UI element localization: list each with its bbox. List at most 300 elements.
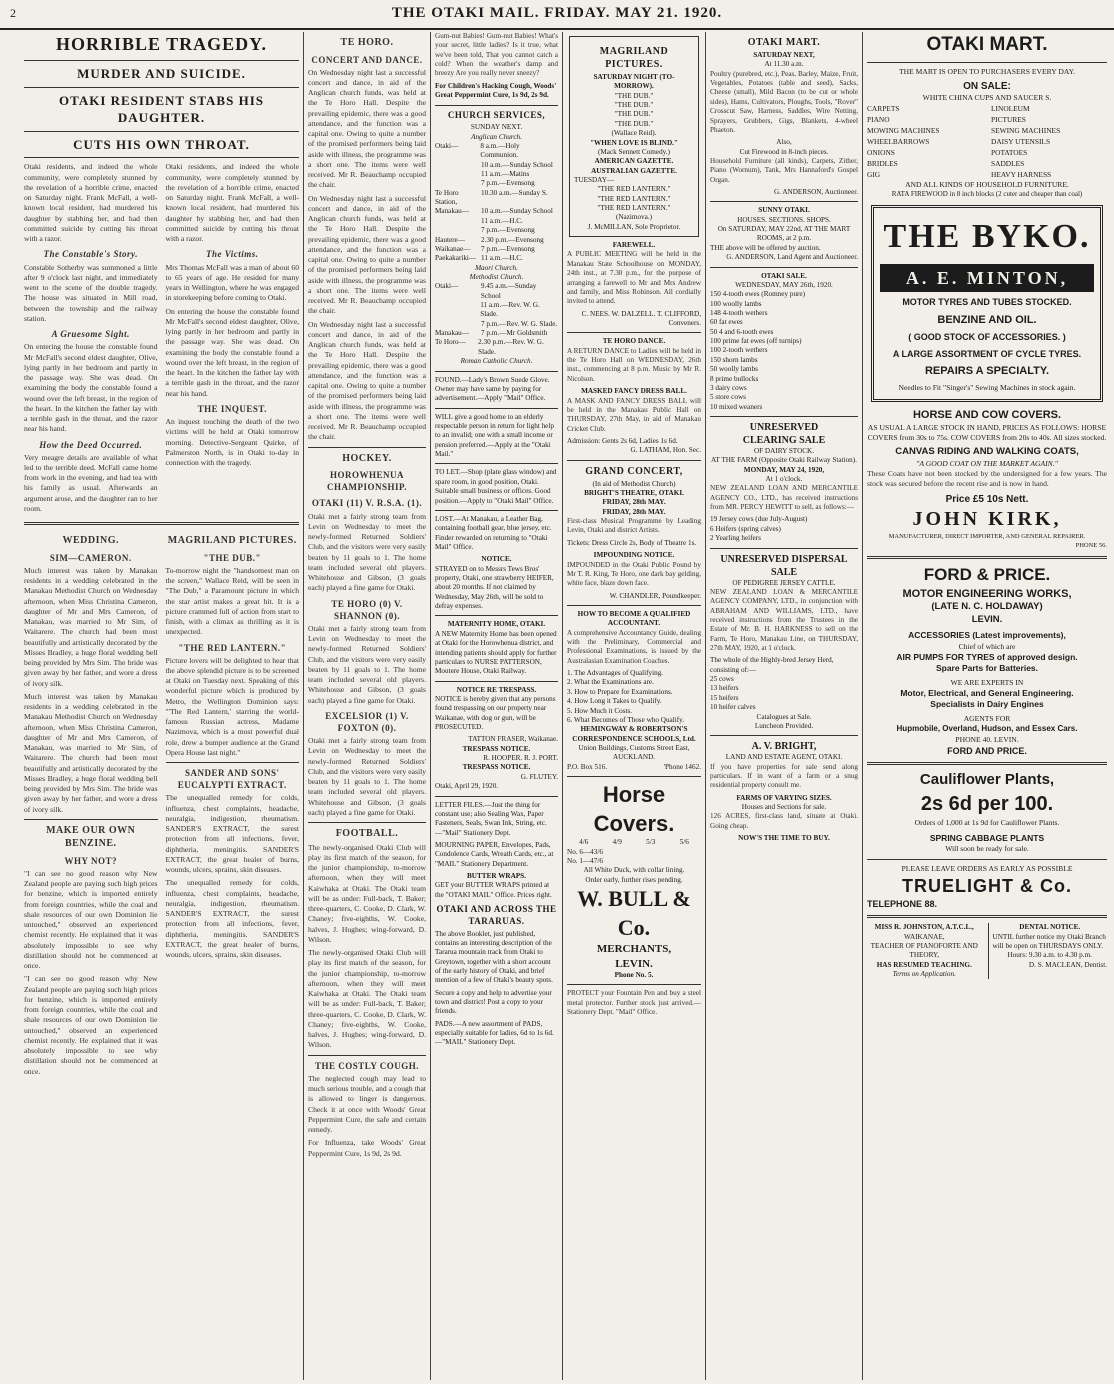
sennett: (Mack Sennett Comedy.) xyxy=(598,147,670,156)
service-time: 2.30 p.m.—Evensong xyxy=(481,235,544,244)
column-display-ads xyxy=(867,32,1107,1380)
football-text: The newly-organised Otaki Club will play its first match of the season, for the junior championship, to-morrow afternoon, when they will meet Kaiwhaka at Otaki. The Otaki team will be as under: Full-back, T. Baker; three-quarters, C. Cooke, D. Clark, W. Chaney; five-eighths, W. Cooke, halves, J. Hughes; wing-forward, D. Wilson. xyxy=(308,948,426,1050)
needles: Needles to Fit "Singer's" Sewing Machines in stock again. xyxy=(898,382,1076,392)
unreserved: UNRESERVED xyxy=(749,421,819,433)
goods-item: ONIONS xyxy=(867,147,895,157)
cover-no: No. 1—47/6 xyxy=(567,856,603,865)
dub-line: "THE DUB." xyxy=(614,101,654,110)
goods-item: GIG xyxy=(867,169,881,179)
dispersal: UNRESERVED DISPERSAL SALE xyxy=(720,553,848,578)
service-place: Te Horo— xyxy=(435,338,466,347)
butter-text: GET your BUTTER WRAPS printed at the "OTAKI MAIL" Office. Prices right. xyxy=(435,881,552,899)
concert-text: On Wednesday night last a successful concert and dance, in aid of the Anglican church funds, was held at the Te Horo Hall. Despite the prevailing epidemic, there was a good attendance, and the function was a capital one. Owing to quite a number of the promised performers being laid aside with illness, the programme was a short one. The items were well received. Mr R. Beauchamp occupied the chair. xyxy=(308,193,426,316)
service-list xyxy=(435,142,558,264)
football-text: The newly-organised Otaki Club will play its first match of the season, for the junior championship, to-morrow afternoon, when they will meet Kaiwhaka at Otaki. The Otaki team will be as under: Full-back, T. Baker; three-quarters, C. Cooke, D. Clark, W. Chaney; five-eighths, W. Cooke, halves, J. Hughes; wing-forward, D. Wilson. xyxy=(308,842,426,944)
stock-item: 5 store cows xyxy=(710,393,746,402)
trespass3-title: TRESPASS NOTICE. xyxy=(462,763,531,772)
service-row xyxy=(435,170,558,179)
farewell-title: FAREWELL. xyxy=(612,241,656,250)
heifers: 6 Heifers (spring calves) xyxy=(710,524,781,533)
ready: Will soon be ready for sale. xyxy=(945,844,1029,854)
service-row xyxy=(435,301,558,320)
service-row xyxy=(435,142,558,161)
letter-files: LETTER FILES.—Just the thing for constant use; also Sealing Wax, Paper Fasteners, Seals, Swan Ink, String, etc.—"Mail" Stationery Dept. xyxy=(435,800,547,837)
houses: HOUSES. SECTIONS. SHOPS. xyxy=(737,215,831,224)
sunny-otaki: SUNNY OTAKI. xyxy=(758,206,810,215)
benzine-text: "I can see no good reason why New Zealand people are paying such high prices for benzine, which is imported entirely from foreign countries, while the coal and shale resources of our own Dominion lie untouched," observed an experienced chemist recently. He explained that it was absolutely impossible to see why distillation should not be commenced at once. xyxy=(24,974,158,1076)
otaki-sale: OTAKI SALE. xyxy=(761,271,807,280)
poultry: Poultry (purebred, etc.), Peas, Barley, Maize, Fruit, Vegetables, Potatoes (table and seed), Sacks, Cheese (small), Mild Bacon (to be cut or whole sides), Hams, Cultivators, Ploughs, Tools, "Rover" Crosscut Saw, Harness, Saddles, Wire Netting, Sprayers, Grubbers, Gigs, Blankets, 4-wheel Phaeton. xyxy=(710,69,858,134)
benzine-title: MAKE OUR OWN BENZINE. xyxy=(46,824,136,850)
service-time: 10 a.m.—Sunday School xyxy=(481,160,553,169)
trespass-text: NOTICE is hereby given that any persons found trespassing on our property near Waikanae, with dog or gun, will be PROSECUTED. xyxy=(435,694,556,732)
on-sale: ON SALE: xyxy=(963,80,1011,92)
stock-item: 50 woolly lambs xyxy=(710,365,758,374)
mart-open: THE MART IS OPEN TO PURCHASERS EVERY DAY. xyxy=(898,66,1076,76)
pads: PADS.—A new assortment of PADS, especially suitable for ladies, 6d to 1s 6d.—"MAIL" Stationery Dept. xyxy=(435,1019,554,1047)
admission: Admission: Gents 2s 6d, Ladies 1s 6d. xyxy=(567,436,678,445)
acres: 126 ACRES, first-class land, situate at Otaki. Going cheap. xyxy=(710,812,858,830)
football-title: FOOTBALL. xyxy=(335,828,399,840)
stock-item: 150 4-tooth ewes (Romney pure) xyxy=(710,290,806,299)
maternity: A NEW Maternity Home has been opened at Otaki for the Horowhenua district, and intending patients should apply for further particulars to NURSE PATTERSON, Moutere House, Otaki Railway. xyxy=(435,629,557,676)
catalogues: Catalogues at Sale. xyxy=(756,712,812,721)
chief: Chief of which are xyxy=(958,641,1016,651)
goods-item: MOWING MACHINES xyxy=(867,125,940,135)
service-time: 7 p.m.—Rev. W. G. Slade. xyxy=(481,319,558,328)
cauli-price: 2s 6d per 100. xyxy=(920,792,1054,815)
stock-item: 8 prime bullocks xyxy=(710,374,759,383)
hockey-text: Otaki met a fairly strong team from Levin on Wednesday to meet the newly-formed Returned Soldiers' Club, and the visitors were very easily beaten by 11 goals to 1. The home team included several old players. Whitehouse and Gibson, (3 goals each) played a fine game for Otaki. xyxy=(308,623,426,705)
ford-price: FORD & PRICE. xyxy=(923,564,1051,584)
service-place: Manakau— xyxy=(435,207,469,216)
stock-item: 100 prime fat ewes (off turnips) xyxy=(710,337,802,346)
union: Union Buildings, Customs Street East, AUCKLAND. xyxy=(578,744,690,762)
service-row xyxy=(435,320,558,329)
lantern-line: "THE RED LANTERN." xyxy=(597,204,671,213)
house-sale: Houses and Sections for sale. xyxy=(741,803,827,812)
byko-ad xyxy=(871,205,1103,402)
stock-item: 3 dairy cows xyxy=(710,383,747,392)
excelsior: EXCELSIOR (1) V. FOXTON (0). xyxy=(325,710,409,733)
at-1: At 1 o'clock. xyxy=(765,475,803,484)
hockey-title: HOCKEY. xyxy=(342,452,392,464)
accessories: ACCESSORIES (Latest improvements), xyxy=(908,630,1066,641)
trespass2-sign: R. HOOPER. R. J. PORT. xyxy=(483,754,558,763)
american: AMERICAN GAZETTE. xyxy=(594,157,674,166)
dub-line: "THE DUB." xyxy=(614,110,654,119)
goods-item: WHEELBARROWS xyxy=(867,136,930,146)
ball-text: A MASK AND FANCY DRESS BALL will be held in the Manakau Public Hall on THURSDAY, 27th May, in aid of Manakau Cricket Club. xyxy=(567,396,701,433)
service-time: 7 p.m.—Evensong xyxy=(481,226,535,235)
headline: HORRIBLE TRAGEDY. xyxy=(55,34,268,54)
levin: LEVIN. xyxy=(971,614,1003,626)
farms: FARMS OF VARYING SIZES. xyxy=(736,793,832,802)
truelight: TRUELIGHT & Co. xyxy=(902,875,1072,896)
trespass3-sign: G. FLUTEY. xyxy=(520,772,558,781)
wallace: (Wallace Reid). xyxy=(611,129,657,138)
otaki-rsa: OTAKI (11) V. R.S.A. (1). xyxy=(311,498,423,509)
phone40: PHONE 40. LEVIN. xyxy=(955,735,1019,744)
concert-text: First-class Musical Programme by Leading Levin, Otaki and district Artists. xyxy=(567,517,701,535)
dub-line: "THE DUB." xyxy=(614,119,654,128)
repairs: REPAIRS A SPECIALTY. xyxy=(924,364,1050,377)
strayed-ad: STRAYED on to Messrs Tews Bros' property, Otaki, one strawberry HEIFER, about 20 months. If not claimed by Wednesday, May 26th, will be sold to defray expenses. xyxy=(435,564,554,611)
cars: Hupmobile, Overland, Hudson, and Essex Cars. xyxy=(896,724,1078,734)
merchants: MERCHANTS, xyxy=(596,943,672,956)
list-item: 4. How Long it Takes to Qualify. xyxy=(567,697,662,706)
canvas: CANVAS RIDING AND WALKING COATS, xyxy=(895,446,1079,458)
protect-ad: PROTECT your Fountain Pen and buy a steel metal protector. Further stock just arrived.—Stationery Dept. "Mail" Office. xyxy=(567,989,701,1016)
service-place: Otaki— xyxy=(435,141,459,150)
found-ad: FOUND.—Lady's Brown Suede Glove. Owner may have same by paying for advertisement.—Apply "Mail" Office. xyxy=(435,375,550,403)
impound-text: IMPOUNDED in the Otaki Public Pound by Mr T. R. King, Te Horo, one dark bay gelding, white face, blaze down face. xyxy=(567,560,701,588)
friday: FRIDAY, 28th MAY. xyxy=(602,498,666,507)
date: Otaki, April 29, 1920. xyxy=(435,782,499,791)
theatre: BRIGHT'S THEATRE, OTAKI. xyxy=(584,489,684,498)
lower-stories xyxy=(24,530,299,1080)
kirk-phone: PHONE 56. xyxy=(1075,541,1107,549)
wedding-text: Much interest was taken by Manakau residents in a wedding celebrated in the Manakau Methodist Church on Wednesday afternoon, when Miss Christina Cameron, daughter of Mr and Mrs Cameron, of Manakau, was married to Mr Sim, of Waitarere. The church had been most beautifully and artistically decorated by the Misses Bradley, a huge floral wedding bell being provided by Mrs Sim. The bride was given away by her father, and wore a dress of ivory silk. xyxy=(24,565,158,688)
mourning: MOURNING PAPER, Envelopes, Pads, Condolence Cards, Wreath Cards, etc., at "MAIL" Stationery Department. xyxy=(435,841,554,868)
agents: AGENTS FOR xyxy=(963,713,1011,723)
time: At 11.30 a.m. xyxy=(764,60,804,69)
service-time: 11 a.m.—Matins xyxy=(481,170,530,178)
nz-loan: NEW ZEALAND LOAN AND MERCANTILE AGENCY CO., LTD., has received instructions from MR. PERCY HEWITT to sell, as follows:— xyxy=(710,484,858,512)
impounding: IMPOUNDING NOTICE. xyxy=(593,551,675,560)
goods-item: PICTURES xyxy=(991,114,1026,124)
firewood: Cut Firewood in 8-inch pieces. xyxy=(739,147,829,156)
goods-item: CARPETS xyxy=(867,103,900,113)
lantern-line: "THE RED LANTERN." xyxy=(597,185,671,194)
column-rule xyxy=(430,32,431,1380)
on-saturday: On SATURDAY, MAY 22nd, AT THE MART ROOMS, at 2 p.m. xyxy=(717,225,851,243)
dub-line: "THE DUB." xyxy=(614,91,654,100)
anderson: G. ANDERSON, Auctioneer. xyxy=(773,188,858,197)
concert-text: On Wednesday night last a successful concert and dance, in aid of the Anglican church funds, was held at the Te Horo Hall. Despite the prevailing epidemic, there was a good attendance, and the function was a capital one. Owing to quite a number of the promised performers being laid aside with illness, the programme was a short one. The items were well received. Mr R. Beauchamp occupied the chair. xyxy=(308,67,426,190)
friday2: FRIDAY, 28th MAY. xyxy=(602,507,666,516)
column-auctions xyxy=(710,32,858,1380)
column-rule xyxy=(705,32,706,1380)
story-paragraph: An inquest touching the death of the two victims will be held at Otaki tomorrow morning. Detective-Sergeant Quirke, of Palmerston North, is in Otaki to-day in connection with the tragedy. xyxy=(165,417,299,468)
ford-sign: FORD AND PRICE. xyxy=(947,746,1027,757)
herd-item: 10 heifer calves xyxy=(710,703,756,712)
service-place xyxy=(435,179,481,188)
story-paragraph: Otaki residents, and indeed the whole community, were completely stunned by the revelation of a horrible crime, enacted on Saturday night. Frank McFall, a well-known local resident, had murdered his daughter by stabbing her, and had then committed suicide by cutting his throat with a razor. xyxy=(24,162,158,244)
accountant-text: A comprehensive Accountancy Guide, dealing with the Preliminary, Commercial and Professional Examinations, is issued by the Australasian Examination Coaches. xyxy=(567,628,701,665)
the-dub: "THE DUB." xyxy=(203,552,261,563)
price: Price £5 10s Nett. xyxy=(945,493,1029,505)
of-dairy: OF DAIRY STOCK. xyxy=(753,446,815,455)
stock-item: 60 fat ewes xyxy=(710,318,743,327)
service-time: 7 p.m.—Mr Goldsmith xyxy=(481,329,548,338)
masthead-title: THE OTAKI MAIL. FRIDAY. MAY 21. 1920. xyxy=(391,5,723,21)
church-title: CHURCH SERVICES, xyxy=(447,109,546,120)
service-row xyxy=(435,245,558,254)
late-holdaway: (LATE N. C. HOLDAWAY) xyxy=(931,601,1043,613)
concert-text: On Wednesday night last a successful concert and dance, in aid of the Anglican church funds, was held at the Te Horo Hall. Despite the prevailing epidemic, there was a good attendance, and the function was a capital one. Owing to quite a number of the promised performers being laid aside with illness, the programme was a short one. The items were well received. Mr R. Beauchamp occupied the chair. xyxy=(308,319,426,442)
poem: Gum-nut Babies! Gum-nut Babies! What's your secret, little ladies? Is it true, what we've been told, That you cannot catch a cold? When the weather's damp and breezy Are you really never sneezy? xyxy=(435,32,558,78)
size: 4/6 xyxy=(579,838,589,847)
list-item: 3. How to Prepare for Examinations. xyxy=(567,687,673,696)
benzine-sub: WHY NOT? xyxy=(64,855,117,866)
tyres: MOTOR TYRES AND TUBES STOCKED. xyxy=(902,297,1072,308)
chandler: W. CHANDLER, Poundkeeper. xyxy=(609,591,701,600)
service-time: 11 a.m.—Rev. W. G. Slade. xyxy=(480,301,540,319)
magriland-title: MAGRILAND PICTURES. xyxy=(599,46,669,70)
saturday-next: SATURDAY NEXT, xyxy=(753,51,815,59)
stock-item: 10 mixed weaners xyxy=(710,402,763,411)
mcmillan: J. McMILLAN, Sole Proprietor. xyxy=(587,222,681,231)
farm: AT THE FARM (Opposite Otaki Railway Station). xyxy=(711,456,857,465)
levin: LEVIN. xyxy=(615,957,653,970)
coat-quote: "A GOOD COAT ON THE MARKET AGAIN." xyxy=(916,458,1058,468)
service-row xyxy=(435,217,558,226)
service-place xyxy=(435,320,481,329)
byko-title: THE BYKO. xyxy=(883,218,1091,256)
buy-now: NOW'S THE TIME TO BUY. xyxy=(738,834,830,843)
wedding-sub: SIM—CAMERON. xyxy=(49,552,132,563)
w-bull: W. BULL & Co. xyxy=(577,886,691,940)
service-place xyxy=(435,161,481,170)
service-row xyxy=(435,207,558,216)
goods-item: DAISY UTENSILS xyxy=(991,136,1051,146)
stock-item: 148 4-tooth wethers xyxy=(710,308,768,317)
otaki-mart-title: OTAKI MART. xyxy=(926,34,1048,55)
air-pumps: AIR PUMPS FOR TYRES of approved design. xyxy=(896,651,1078,662)
story-body xyxy=(24,162,299,517)
service-row xyxy=(435,236,558,245)
horse-covers: Horse Covers. xyxy=(593,782,675,836)
herd-item: 15 heifers xyxy=(710,693,739,702)
experts2: Motor, Electrical, and General Engineering. xyxy=(900,688,1074,699)
good-stock: ( GOOD STOCK OF ACCESSORIES. ) xyxy=(908,332,1066,343)
dance-text: A RETURN DANCE to Ladies will be held in the Te Horo Hall on WEDNESDAY, 26th inst., commencing at 8 p.m. Music by Mr R. Nicolson. xyxy=(567,346,701,383)
list-item: 5. How Much it Costs. xyxy=(567,706,633,715)
size: 4/9 xyxy=(612,838,622,847)
deck-stabs: OTAKI RESIDENT STABS HIS DAUGHTER. xyxy=(59,92,264,126)
wednesday: WEDNESDAY, MAY 26th, 1920. xyxy=(735,280,833,289)
trespass-sign: TATTON FRASER, Waikanae. xyxy=(468,735,558,744)
spring-cabbage: SPRING CABBAGE PLANTS xyxy=(929,832,1045,843)
benzine: BENZINE AND OIL. xyxy=(937,313,1037,326)
anglican: Anglican Church. xyxy=(471,132,522,141)
properties: If you have properties for sale send along particulars. If in want of a farm or a snug residential property consult me. xyxy=(710,762,858,790)
minton: A. E. MINTON, xyxy=(880,264,1094,292)
pedigree: OF PEDIGREE JERSEY CATTLE. xyxy=(732,578,836,587)
size: 5/3 xyxy=(646,838,656,847)
secure: Secure a copy and help to advertise your town and district! Post a copy to your friends. xyxy=(435,988,552,1016)
latham: G. LATHAM, Hon. Sec. xyxy=(630,446,701,455)
nazimova: (Nazimova.) xyxy=(615,213,653,222)
shannon: TE HORO (0) V. SHANNON (0). xyxy=(331,598,403,621)
herd-item: 25 cows xyxy=(710,675,734,684)
subhead: How the Deed Occurred. xyxy=(39,439,143,450)
experts: WE ARE EXPERTS IN xyxy=(950,677,1024,687)
dental: DENTAL NOTICE. xyxy=(1019,923,1081,932)
magriland-ad xyxy=(569,36,699,237)
whole-herd: The whole of the Highly-bred Jersey Herd, consisting of:— xyxy=(710,656,834,674)
wedding-text: Much interest was taken by Manakau residents in a wedding celebrated in the Manakau Methodist Church on Wednesday afternoon, when Miss Christina Cameron, daughter of Mr and Mrs Cameron, of Manakau, was married to Mr Sim, of Waitarere. The church had been most beautifully and artistically decorated by the Misses Bradley, a huge floral wedding bell being provided by Mrs Sim. The bride was given away by her father, and wore a dress of ivory silk. xyxy=(24,691,158,814)
deck-murder: MURDER AND SUICIDE. xyxy=(77,66,246,82)
maclean: D. S. MACLEAN, Dentist. xyxy=(1028,960,1107,969)
terms: Terms on Application. xyxy=(892,970,956,979)
tararuas-title: OTAKI AND ACROSS THE TARARUAS. xyxy=(436,904,557,926)
goods-grid xyxy=(867,104,1107,180)
telephone: TELEPHONE 88. xyxy=(867,899,938,910)
influenza: For Influenza, take Woods' Great Peppermint Cure, 1s 9d, 2s 9d. xyxy=(308,1138,426,1158)
kirk-sub: MANUFACTURER, DIRECT IMPORTER, AND GENERAL REPAIRER. xyxy=(888,533,1086,541)
service-row xyxy=(435,226,558,235)
stock-item: 50 4 and 6-tooth ewes xyxy=(710,327,774,336)
cauliflower: Cauliflower Plants, xyxy=(919,771,1055,789)
accountant-title: HOW TO BECOME A QUALIFIED ACCOUNTANT. xyxy=(577,609,691,628)
service-place: Hautere— xyxy=(435,235,465,244)
phone-no: Phone No. 5. xyxy=(614,970,654,979)
conveners: C. NEES. W. DALZELL. T. CLIFFORD, Conveners. xyxy=(581,309,701,327)
story-paragraph: On entering the house the constable found Mr McFall's second eldest daughter, Olive, lying partly in her bedroom and partly in the passage way. She was dead. On examining the body the constable found a wound over the left breast, in the region of the heart. In the kitchen the father lay with a terrible gash in the throat, and the razor near his hand. xyxy=(165,306,299,398)
service-row xyxy=(435,179,558,188)
service-time: 9.45 a.m.—Sunday School xyxy=(480,282,537,300)
horse-text: AS USUAL A LARGE STOCK IN HAND, PRICES AS FOLLOWS: HORSE COVERS from 30s to 75s. COW COVERS from 20s to 40s. All sizes stocked. xyxy=(867,422,1107,442)
maori: Maori Church. xyxy=(475,263,518,272)
cycle: A LARGE ASSORTMENT OF CYCLE TYRES. xyxy=(892,348,1082,359)
hemingway: HEMINGWAY & ROBERTSON'S CORRESPONDENCE SCHOOLS, Ltd. xyxy=(572,725,696,743)
goods-item: PIANO xyxy=(867,114,890,124)
masked-title: MASKED FANCY DRESS BALL. xyxy=(581,387,687,396)
service-row xyxy=(435,161,558,170)
mart-title: OTAKI MART. xyxy=(747,37,821,48)
lantern-line: "THE RED LANTERN." xyxy=(597,194,671,203)
column-entertainments xyxy=(567,32,701,1380)
tickets: Tickets: Dress Circle 2s, Body of Theatre 1s. xyxy=(567,538,697,547)
yearling: 2 Yearling heifers xyxy=(710,534,761,543)
tuesday: TUESDAY— xyxy=(574,175,615,184)
resumed: HAS RESUMED TEACHING. xyxy=(876,960,972,969)
methodist: Methodist Church. xyxy=(469,272,524,281)
farewell-text: A PUBLIC MEETING will be held in the Manakau State Schoolhouse on MONDAY, 24th inst., at 7.30 p.m., for the purpose of arranging a farewell to Mr and Mrs Andrew and family, and Miss Robinson. All cordially invited to attend. xyxy=(567,250,701,306)
dispersal-text: NEW ZEALAND LOAN & MERCANTILE AGENCY COMPANY, LTD., in conjunction with ABRAHAM AND WILLIAMS, LTD., have received instructions from the Trustees in the Estate of Mr. B. H. HARKNESS to sell on the Farm, Te Horo, Manakau Line, on THURSDAY, 27th MAY, 1920, at 1 o'clock. xyxy=(710,587,858,653)
catholic: Roman Catholic Church. xyxy=(460,357,533,366)
sanders-text: The unequalled remedy for colds, influenza, chest complaints, headache, neuralgia, indigestion, rheumatism. SANDER'S EXTRACT, the surest protection from all infections, fever, diphtheria, meningitis. SANDER'S EXTRACT, the great healer of burns, wounds, ulcers, sprains, skin diseases. xyxy=(165,878,299,960)
poem-tail: For Children's Hacking Cough, Woods' Great Peppermint Cure, 1s 9d, 2s 9d. xyxy=(435,81,557,100)
service-time: 11 a.m.—H.C. xyxy=(481,254,523,263)
service-place: Te Horo Station, xyxy=(435,188,459,207)
subhead: The Constable's Story. xyxy=(43,249,138,260)
concert-sub: CONCERT AND DANCE. xyxy=(311,54,423,65)
service-time: 7 p.m.—Evensong xyxy=(481,244,535,253)
also: Also, xyxy=(776,138,792,147)
story-paragraph: On entering the house the constable found Mr McFall's second eldest daughter, Olive, lying partly in her bedroom and partly in the passage way. She was dead. On examining the body the constable found a wound over the left breast, in the region of the heart. In the kitchen the father lay with a terrible gash in the throat, and the razor near his hand. xyxy=(24,342,158,434)
spare-parts: Spare Parts for Batteries. xyxy=(935,663,1039,674)
clearing: CLEARING SALE xyxy=(742,434,826,446)
please: PLEASE LEAVE ORDERS AS EARLY AS POSSIBLE xyxy=(901,863,1073,873)
service-row xyxy=(435,189,558,208)
column-rule xyxy=(303,32,304,1380)
service-place xyxy=(435,226,481,235)
goods-item: SEWING MACHINES xyxy=(991,125,1061,135)
masthead xyxy=(0,0,1114,30)
rata: RATA FIREWOOD in 8 inch blocks (2 cuter and cheaper than coal) xyxy=(891,189,1083,198)
service-time: 8 a.m.—Holy Communion. xyxy=(480,141,520,160)
anderson2: G. ANDERSON, Land Agent and Auctioneer. xyxy=(726,253,858,262)
service-row xyxy=(435,338,558,357)
service-place xyxy=(435,170,481,179)
deck-throat: CUTS HIS OWN THROAT. xyxy=(73,136,250,152)
story-paragraph: Mrs Thomas McFall was a man of about 60 to 65 years of age. He resided for many years in Wellington, where he was engaged in storekeeping before coming to Otaki. xyxy=(165,262,299,303)
column-rule xyxy=(862,32,863,1380)
service-time: 11 a.m.—H.C. xyxy=(481,216,523,225)
column-te-horo xyxy=(308,32,426,1380)
aid: (In aid of Methodist Church) xyxy=(592,479,676,488)
coat-text: These Coats have not been stocked by the undersigned for a few years. The stock was secured before the recent rise and is now in hand. xyxy=(867,469,1107,489)
motor-works: MOTOR ENGINEERING WORKS, xyxy=(902,587,1072,600)
saturday: SATURDAY NIGHT (TO-MORROW). xyxy=(593,73,675,91)
john-kirk: JOHN KIRK, xyxy=(912,508,1062,531)
service-place: Manakau— xyxy=(435,329,469,338)
service-place: Paekakariki— xyxy=(435,254,477,263)
magriland-title: MAGRILAND PICTURES. xyxy=(167,535,297,547)
subhead: The Victims. xyxy=(205,249,259,260)
hockey-text: Otaki met a fairly strong team from Levin on Wednesday to meet the newly-formed Returned Soldiers' Club, and the visitors were very easily beaten by 11 goals to 1. The home team included several old players. Whitehouse and Gibson, (3 goals each) played a fine game for Otaki. xyxy=(308,736,426,817)
column-church-notices xyxy=(435,32,558,1380)
wedding-title: WEDDING. xyxy=(62,535,119,547)
list-item: 6. What Becomes of Those who Qualify. xyxy=(567,715,685,724)
sanders-text: The unequalled remedy for colds, influenza, chest complaints, headache, neuralgia, indigestion, rheumatism. SANDER'S EXTRACT, the surest protection from all infections, fever, diphtheria, meningitis. SANDER'S EXTRACT, the great healer of burns, wounds, ulcers, sprains, skin diseases. xyxy=(165,793,299,875)
goods-item: POTATOES xyxy=(991,147,1028,157)
service-time: 10 a.m.—Sunday School xyxy=(481,207,553,216)
cough-title: THE COSTLY COUGH. xyxy=(314,1060,420,1071)
horse-title: HORSE AND COW COVERS. xyxy=(912,408,1062,421)
service-time: 10.30 a.m.—Sunday S. xyxy=(481,188,548,197)
bottom-notices xyxy=(867,923,1107,979)
service-row xyxy=(435,282,558,301)
lantern-text: Picture lovers will be delighted to hear that the above splendid picture is to be screened at Otaki on Tuesday next. Speaking of this wonderful picture which is produced by Metro, the Wellington Dominion says: "'The Red Lantern,' starring the world-famous Russian actress, Madame Nazimova, which is a most powerful dual role, drew a bumper audience at the Grand Opera House last night." xyxy=(165,655,299,757)
luncheon: Luncheon Provided. xyxy=(754,721,814,730)
land-agent: LAND AND ESTATE AGENT, OTAKI. xyxy=(725,753,843,762)
order-early: Order early, further rises pending. xyxy=(585,875,683,884)
offered: THE above will be offered by auction. xyxy=(710,243,821,252)
methodist-service-list xyxy=(435,282,558,357)
list-item: 2. What the Examinations are. xyxy=(567,678,654,687)
cover-no: No. 6—43/6 xyxy=(567,847,603,856)
household: Household Furniture (all kinds), Carpets, Zither, Piano (Wornum), Tank, Mrs Hannaford's Gospel Organ. xyxy=(710,156,858,184)
size: 5/6 xyxy=(679,838,689,847)
stock-list xyxy=(710,290,858,412)
list-item: 1. The Advantages of Qualifying. xyxy=(567,669,664,678)
service-row xyxy=(435,329,558,338)
trespass2-title: TRESPASS NOTICE. xyxy=(462,744,531,753)
all-kinds: AND ALL KINDS OF HOUSEHOLD FURNITURE. xyxy=(905,179,1069,189)
cough-text: The neglected cough may lead to much serious trouble, and a cough that is allowed to linger is dangerous. Check it at once with Woods' Great Peppermint Cure, the safe and certain remedy. xyxy=(308,1073,426,1135)
column-rule xyxy=(562,32,563,1380)
dance-title: TE HORO DANCE. xyxy=(602,337,666,346)
white-china: WHITE CHINA CUPS AND SAUCER S. xyxy=(922,93,1052,103)
waikanae: WAIKANAE, xyxy=(903,932,945,941)
tararuas-text: The above Booklet, just published, contains an interesting description of the Tararua mountain track from Otaki to Greytown, together with a short account of the early history of Otaki, and brief mention of a few of Otaki's beauty spots. xyxy=(435,929,553,985)
australian: AUSTRALIAN GAZETTE. xyxy=(591,166,677,175)
orders: Orders of 1,000 at 1s 9d for Cauliflower Plants. xyxy=(914,817,1060,827)
dental-text: UNTIL further notice my Otaki Branch will be open on THURSDAYS ONLY. xyxy=(992,932,1106,951)
te-horo-title: TE HORO. xyxy=(340,37,394,48)
po-box: P.O. Box 516. xyxy=(567,762,608,771)
maternity-title: MATERNITY HOME, OTAKI. xyxy=(447,620,546,629)
column-lead-story xyxy=(24,32,299,1380)
sunday: SUNDAY NEXT. xyxy=(470,123,523,132)
service-place xyxy=(435,301,480,320)
goods-item: HEAVY HARNESS xyxy=(991,169,1052,179)
service-time: 7 p.m.—Evensong xyxy=(481,179,535,188)
